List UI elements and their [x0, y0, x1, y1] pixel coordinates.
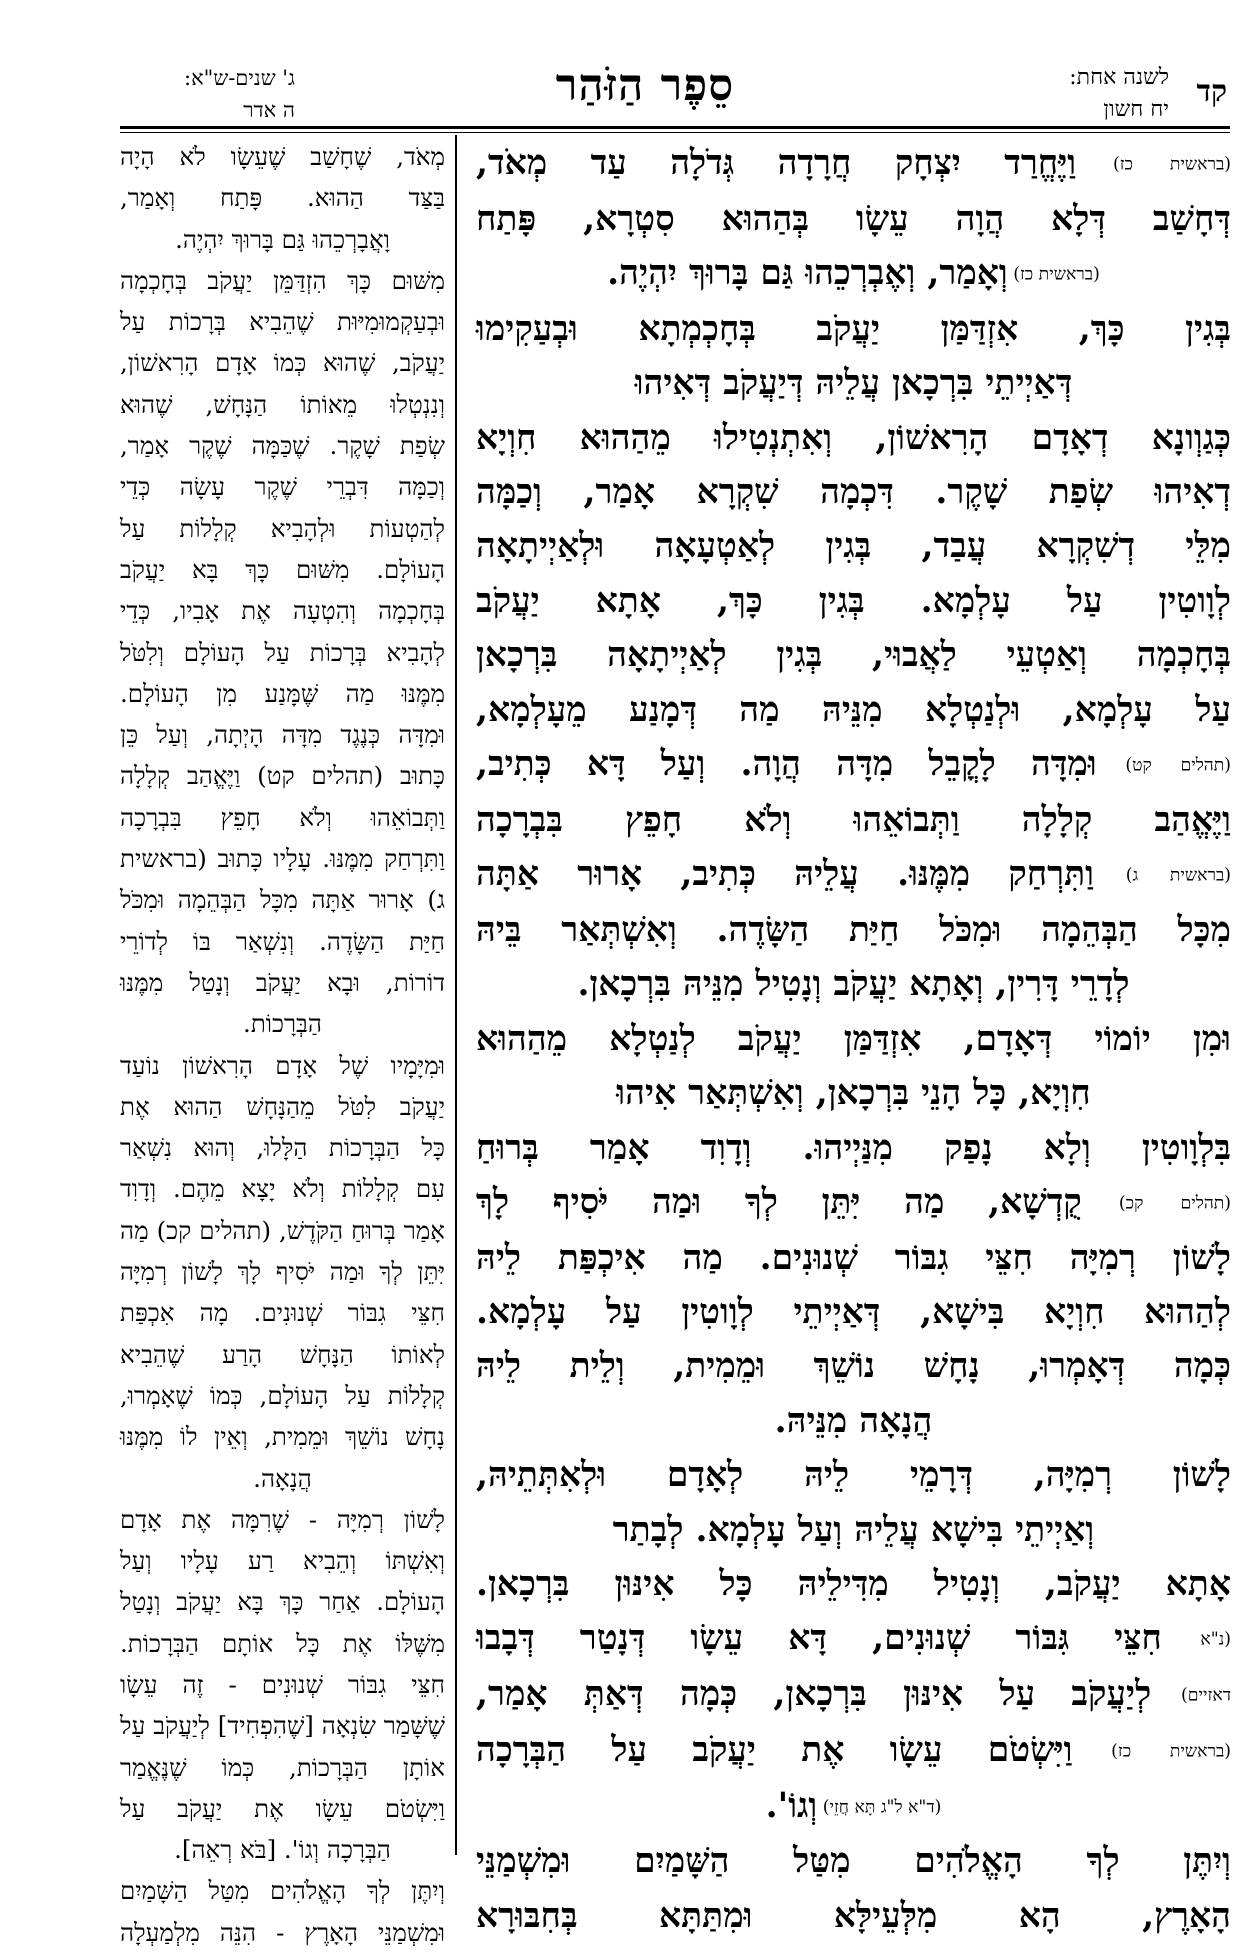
side-line-text: מִשֶּׁלּוֹ אֶת כָּל אוֹתָם הַבְּרָכוֹת.	[120, 1628, 445, 1658]
source-reference: (בראשית כז)	[1007, 264, 1100, 285]
side-line-text: וְנִנְטְלוּ מֵאוֹתוֹ הַנָּחָשׁ, שֶׁהוּא	[120, 389, 445, 419]
main-text-line	[476, 519, 1231, 573]
side-line-text: וַיִּשְׂטֹם עֵשָׂו אֶת יַעֲקֹב עַל	[120, 1793, 445, 1823]
side-text-line	[120, 260, 445, 301]
side-line-text: שְׂפַת שָׁקֶר. שֶׁכַּמָּה שֶׁקֶר אָמַר,	[120, 431, 445, 461]
main-text-line	[476, 1339, 1231, 1393]
commentary-column	[120, 136, 445, 1947]
side-line-text: כָּל הַבְּרָכוֹת הַלָּלוּ, וְהוּא נִשְׁאַר	[120, 1133, 445, 1163]
side-text-line	[120, 1788, 445, 1829]
side-text-line	[120, 1912, 445, 1953]
main-line-text: וַיֶּאֱהַב קְלָלָה וַתְּבוֹאֵהוּ וְלֹא חָפֵץ בִּבְרָכָה	[476, 799, 1231, 840]
main-line-text: וּמִדָּה לָקֳבֵל מִדָּה הֲוָה. וְעַל דָּא כְּתִיב,	[476, 744, 1097, 785]
main-text-line	[476, 1175, 1231, 1231]
side-text-line	[120, 301, 445, 342]
main-line-text: וְגוֹ'.	[765, 1785, 818, 1826]
main-line-text: דְּחָשַׁב דְּלָא הֲוָה עֵשָׂו בְּהַהוּא סִטְרָא, פָּתַח	[476, 198, 1231, 239]
main-text-line	[476, 1012, 1231, 1066]
header-left-top: ג' שנים-ש"א:	[184, 66, 295, 90]
side-line-text: וּמִדָּה כְּנֶגֶד מִדָּה הָיְתָה, וְעַל כֵּן	[120, 720, 445, 750]
main-text-line	[476, 1231, 1231, 1285]
main-text-line	[476, 1394, 1231, 1448]
side-line-text: בַּצַּד הַהוּא. פָּתַח וְאָמַר,	[120, 183, 445, 213]
side-line-text: אוֹתָן הַבְּרָכוֹת, כְּמוֹ שֶׁנֶּאֱמַר	[120, 1752, 445, 1782]
main-text-line	[476, 574, 1231, 628]
side-text-line	[120, 1664, 445, 1705]
side-line-text: קְלָלוֹת עַל הָעוֹלָם, כְּמוֹ שֶׁאָמְרוּ,	[120, 1380, 445, 1410]
side-line-text: וְאִשְׁתּוֹ וְהֵבִיא רַע עָלָיו וְעַל	[120, 1546, 445, 1576]
main-text-line	[476, 1723, 1231, 1779]
source-reference: (בראשית ג)	[1093, 865, 1231, 886]
source-reference: (בראשית כז)	[1076, 154, 1231, 175]
main-text-line	[476, 465, 1231, 519]
source-reference: דאזיים)	[1151, 1685, 1231, 1706]
main-text-line	[476, 957, 1231, 1011]
main-text-line	[476, 1503, 1231, 1557]
main-column	[476, 136, 1231, 1936]
side-line-text: הֲנָאָה.	[253, 1463, 312, 1493]
side-text-line	[120, 1045, 445, 1086]
side-text-line	[120, 1870, 445, 1911]
side-text-line	[120, 136, 445, 177]
side-text-line	[120, 590, 445, 631]
main-text-line	[476, 793, 1231, 847]
side-text-line	[120, 549, 445, 590]
main-line-text: עַל עָלְמָא, וּלְנַטְלָא מִנֵּיהּ מַה דְּמָנַע מֵעָלְמָא,	[476, 689, 1231, 730]
side-text-line	[120, 219, 445, 260]
side-line-text: דוֹרוֹת, וּבָא יַעֲקֹב וְנָטַל מִמֶּנּוּ	[120, 967, 445, 997]
side-text-line	[120, 466, 445, 507]
header-right-top: לשנה אחת:	[1069, 65, 1169, 90]
side-text-line	[120, 342, 445, 383]
side-text-line	[120, 1003, 445, 1044]
main-text-line	[476, 1448, 1231, 1502]
side-text-line	[120, 1292, 445, 1333]
main-line-text: לְוָוטִין עַל עָלְמָא. בְּגִין כָּךְ, אָתָא יַעֲקֹב	[476, 580, 1231, 621]
side-line-text: וּבְעַקְמוּמִיּוּת שֶׁהֵבִיא בְּרָכוֹת עַל	[120, 307, 445, 337]
side-text-line	[120, 177, 445, 218]
main-line-text: חִוְיָא, כָּל הָנֵי בִּרְכָאן, וְאִשְׁתְּאַר אִיהוּ	[616, 1073, 1091, 1114]
main-text-line	[476, 356, 1231, 410]
side-line-text: אָמַר בְּרוּחַ הַקֹּדֶשׁ, (תהלים קכ) מַה	[120, 1215, 445, 1245]
source-reference: (נ"א	[1161, 1629, 1231, 1650]
side-text-line	[120, 384, 445, 425]
side-text-line	[120, 1581, 445, 1622]
main-text-line	[476, 903, 1231, 957]
source-reference: (תהלים קט)	[1096, 755, 1231, 776]
main-text-line	[476, 192, 1231, 246]
side-text-line	[120, 1168, 445, 1209]
side-line-text: וּמִשְׁמַנֵּי הָאָרֶץ - הִנֵּה מִלְמַעְלָה	[120, 1917, 445, 1947]
side-text-line	[120, 508, 445, 549]
side-text-line	[120, 1705, 445, 1746]
main-text-line	[476, 1285, 1231, 1339]
main-line-text: חִצֵּי גִּבּוֹר שְׁנוּנִים, דָּא עֵשָׂו דְּנָטַר דְּבָבוּ	[476, 1618, 1162, 1659]
main-text-line	[476, 1889, 1231, 1943]
main-line-text: בִּלְוָוטִין וְלָא נָפַק מִנַּיְיהוּ. וְדָוִד אָמַר בְּרוּחַ	[476, 1127, 1231, 1168]
main-line-text: וְאַיְיתֵי בִּישָׁא עֲלֵיהּ וְעַל עָלְמָא. לְבָתַר	[612, 1509, 1095, 1550]
main-line-text: לָשׁוֹן רְמִיָּה חִצֵּי גִבּוֹר שְׁנוּנִים. מַה אִיכְפַּת לֵיהּ	[476, 1237, 1231, 1278]
side-line-text: וּמִיָּמָיו שֶׁל אָדָם הָרִאשׁוֹן נוֹעַד	[120, 1050, 445, 1080]
main-line-text: דְּאַיְיתֵי בִּרְכָאן עֲלֵיהּ דְּיַעֲקֹב דְּאִיהוּ	[634, 363, 1073, 404]
side-line-text: נָחָשׁ נוֹשֵׁךְ וּמֵמִית, וְאֵין לוֹ מִמֶּנּוּ	[120, 1422, 445, 1452]
side-text-line	[120, 425, 445, 466]
side-line-text: וַתִּרְחַק מִמֶּנּוּ. עָלָיו כָּתוּב (בראשית	[120, 844, 445, 874]
header-rule-thin	[120, 132, 1230, 133]
side-line-text: וַתְּבוֹאֵהוּ וְלֹא חָפֵץ בִּבְרָכָה	[120, 802, 445, 832]
side-text-line	[120, 755, 445, 796]
side-text-line	[120, 1334, 445, 1375]
main-text-line	[476, 1121, 1231, 1175]
side-line-text: הַבְּרָכָה וְגוֹ'. [בֹּא רְאֵה].	[174, 1835, 391, 1865]
side-text-line	[120, 962, 445, 1003]
side-line-text: הָעוֹלָם. אַחַר כָּךְ בָּא יַעֲקֹב וְנָטַל	[120, 1587, 445, 1617]
main-line-text: כְּגַוְונָא דְאָדָם הָרִאשׁוֹן, וְאִתְנְטִילוּ מֵהַהוּא חִוְיָא	[476, 417, 1231, 458]
main-line-text: הֲנָאָה מִנֵּיהּ.	[774, 1400, 933, 1441]
main-line-text: וַיִּשְׂטֹם עֵשָׂו אֶת יַעֲקֹב עַל הַבְּרָכָה	[476, 1729, 1073, 1770]
main-line-text: וַיֶּחֱרַד יִצְחָק חֲרָדָה גְּדֹלָה עַד מְאֹד,	[476, 143, 1077, 183]
page-title: סֵפֶר הַזֹּהַר	[555, 60, 735, 111]
side-text-line	[120, 1375, 445, 1416]
side-line-text: יַעֲקֹב, שֶׁהוּא כְּמוֹ אָדָם הָרִאשׁוֹן,	[120, 348, 445, 378]
main-text-line	[476, 136, 1231, 192]
side-line-text: מִשּׁוּם כָּךְ הִזְדַּמֵּן יַעֲקֹב בְּחָכְמָה	[120, 265, 445, 295]
side-text-line	[120, 1416, 445, 1457]
side-line-text: וָאֲבָרְכֵהוּ גַּם בָּרוּךְ יִהְיֶה.	[175, 224, 390, 254]
side-text-line	[120, 1458, 445, 1499]
side-text-line	[120, 1829, 445, 1870]
side-line-text: לָשׁוֹן רְמִיָּה - שֶׁרִמָּה אֶת אָדָם	[120, 1504, 445, 1534]
main-line-text: וְיִתֶּן לְךָ הָאֱלֹהִים מִטַּל הַשָּׁמַיִם וּמִשְׁמַנֵּי	[476, 1841, 1231, 1882]
side-line-text: יַעֲקֹב לִטֹּל מֵהַנָּחָשׁ הַהוּא אֶת	[120, 1091, 445, 1121]
side-text-line	[120, 1086, 445, 1127]
side-line-text: הָעוֹלָם. מִשּׁוּם כָּךְ בָּא יַעֲקֹב	[120, 554, 445, 584]
main-line-text: דְאִיהוּ שְׂפַת שָׁקֶר. דִּכְמָה שִׁקְרָא אָמַר, וְכַמָּה	[476, 472, 1231, 513]
main-line-text: לְהַהוּא חִוְיָא בִּישָׁא, דְּאַיְיתֵי לְוָוטִין עַל עָלְמָא.	[476, 1292, 1231, 1333]
side-line-text: יִּתֵּן לְךָ וּמַה יֹּסִיף לָךְ לָשׁוֹן רְמִיָּה	[120, 1257, 445, 1287]
main-text-line	[476, 302, 1231, 356]
side-line-text: הַבְּרָכוֹת.	[243, 1009, 322, 1039]
side-text-line	[120, 797, 445, 838]
main-line-text: וַתִּרְחַק מִמֶּנּוּ. עֲלֵיהּ כְּתִיב, אָרוּר אַתָּה	[476, 854, 1094, 895]
side-text-line	[120, 632, 445, 673]
source-reference: (תהלים קכ)	[1081, 1193, 1231, 1214]
side-text-line	[120, 921, 445, 962]
side-text-line	[120, 1623, 445, 1664]
source-reference: (בראשית כז)	[1072, 1741, 1231, 1762]
main-line-text: לְדָרֵי דָּרִין, וְאָתָא יַעֲקֹב וְנָטִיל מִנֵּיהּ בִּרְכָאן.	[577, 964, 1130, 1005]
header-left	[120, 62, 295, 126]
source-reference: (ד"א ל"ג תָּא חֲזֵי)	[817, 1796, 942, 1817]
side-line-text: לְהָבִיא בְּרָכוֹת עַל הָעוֹלָם וְלִטֹּל	[120, 637, 445, 667]
side-text-line	[120, 1127, 445, 1168]
main-line-text: לָשׁוֹן רְמִיָּה, דְּרָמֵי לֵיהּ לְאָדָם וּלְאִתְּתֵיהּ,	[476, 1455, 1231, 1496]
main-text-line	[476, 737, 1231, 793]
header-right	[994, 62, 1169, 126]
main-text-line	[476, 1779, 1231, 1835]
side-line-text: וְכַמָּה דִּבְרֵי שֶׁקֶר עָשָׂה כְּדֵי	[120, 472, 445, 502]
side-line-text: כָּתוּב (תהלים קט) וַיֶּאֱהַב קְלָלָה	[120, 761, 445, 791]
side-text-line	[120, 1747, 445, 1788]
side-text-line	[120, 838, 445, 879]
page-number: קד	[1196, 74, 1227, 109]
side-text-line	[120, 1540, 445, 1581]
main-line-text: מִכָּל הַבְּהֵמָה וּמִכֹּל חַיַּת הַשָּׂדֶה. וְאִשְׁתְּאַר בֵּיהּ	[476, 909, 1231, 950]
main-line-text: קֻדְשָׁא, מַה יִּתֵּן לְךָ וּמַה יֹּסִיף לָךְ	[476, 1181, 1082, 1222]
side-line-text: בְּחָכְמָה וְהִטְעָה אֶת אָבִיו, כְּדֵי	[120, 596, 445, 626]
side-line-text: חִצֵּי גִבּוֹר שְׁנוּנִים - זֶה עֵשָׂו	[120, 1669, 445, 1699]
side-line-text: חִצֵּי גִבּוֹר שְׁנוּנִים. מָה אִכְפַּת	[120, 1298, 445, 1328]
main-line-text: בְּחָכְמָה וְאַטְעֵי לַאֲבוּי, בְּגִין לְאַיְיתָאָה בִּרְכָאן	[476, 635, 1231, 676]
main-text-line	[476, 1834, 1231, 1888]
main-line-text: אָתָא יַעֲקֹב, וְנָטִיל מִדִּילֵיהּ כָּל אִינּוּן בִּרְכָאן.	[476, 1564, 1231, 1605]
side-line-text: מְאֹד, שֶׁחָשַׁב שֶׁעֵשָׂו לֹא הָיָה	[120, 142, 445, 171]
main-line-text: הָאָרֶץ, הָא מִלְּעֵילָּא וּמִתַּתָּא בְּחִבּוּרָא	[476, 1895, 1231, 1936]
main-line-text: וּמִן יוֹמוֹי דְּאָדָם, אִזְדַּמַּן יַעֲקֹב לְנַטְלָא מֵהַהוּא	[476, 1018, 1231, 1059]
header-rule	[120, 126, 1230, 129]
side-line-text: לְהַטְעוֹת וּלְהָבִיא קְלָלוֹת עַל	[120, 513, 445, 543]
side-text-line	[120, 673, 445, 714]
side-text-line	[120, 1210, 445, 1251]
header-right-bottom: יח חשון	[1103, 97, 1169, 122]
main-text-line	[476, 1557, 1231, 1611]
main-text-line	[476, 1667, 1231, 1723]
main-line-text: לְיַעֲקֹב עַל אִינּוּן בִּרְכָאן, כְּמָה דְּאַתְּ אָמַר,	[476, 1674, 1152, 1715]
side-text-line	[120, 1499, 445, 1540]
side-line-text: מִמֶּנּוּ מַה שֶּׁמָּנַע מִן הָעוֹלָם.	[120, 678, 445, 708]
main-text-line	[476, 246, 1231, 302]
header-left-bottom: ה אדר	[243, 98, 295, 122]
main-line-text: כְּמָה דְּאָמְרוּ, נָחָשׁ נוֹשֵׁךְ וּמֵמִית, וְלֵית לֵיהּ	[476, 1346, 1231, 1387]
main-line-text: וְאָמַר, וְאֶבְרְכֵהוּ גַּם בָּרוּךְ יִהְיֶה.	[607, 253, 1008, 294]
side-text-line	[120, 879, 445, 920]
main-text-line	[476, 847, 1231, 903]
side-text-line	[120, 1251, 445, 1292]
side-line-text: ג) אָרוּר אַתָּה מִכָּל הַבְּהֵמָה וּמִכֹּל	[120, 885, 445, 915]
side-line-text: שֶׁשָּׁמַר שִׂנְאָה [שֶׁהִפְחִיד] לְיַעֲקֹב עַל	[120, 1711, 445, 1741]
main-text-line	[476, 1611, 1231, 1667]
side-text-line	[120, 714, 445, 755]
side-line-text: חַיַּת הַשָּׂדֶה. וְנִשְׁאַר בּוֹ לְדוֹרֵי	[120, 926, 445, 956]
main-text-line	[476, 411, 1231, 465]
main-text-line	[476, 628, 1231, 682]
side-line-text: לְאוֹתוֹ הַנָּחָשׁ הָרַע שֶׁהֵבִיא	[120, 1339, 445, 1369]
main-text-line	[476, 683, 1231, 737]
main-line-text: בְּגִין כָּךְ, אִזְדַּמַּן יַעֲקֹב בְּחָכְמְתָא וּבְעַקִימוּ	[476, 308, 1231, 349]
column-divider	[455, 135, 457, 1855]
side-line-text: וְיִתֶּן לְךָ הָאֱלֹהִים מִטַּל הַשָּׁמַיִם	[120, 1876, 445, 1906]
main-line-text: מִלֵּי דְשִׁקְרָא עֲבַד, בְּגִין לְאַטְעָאָה וּלְאַיְיתָאָה	[476, 526, 1231, 567]
main-text-line	[476, 1066, 1231, 1120]
side-line-text: עִם קְלָלוֹת וְלֹא יָצָא מֵהֶם. וְדָוִד	[120, 1174, 445, 1204]
